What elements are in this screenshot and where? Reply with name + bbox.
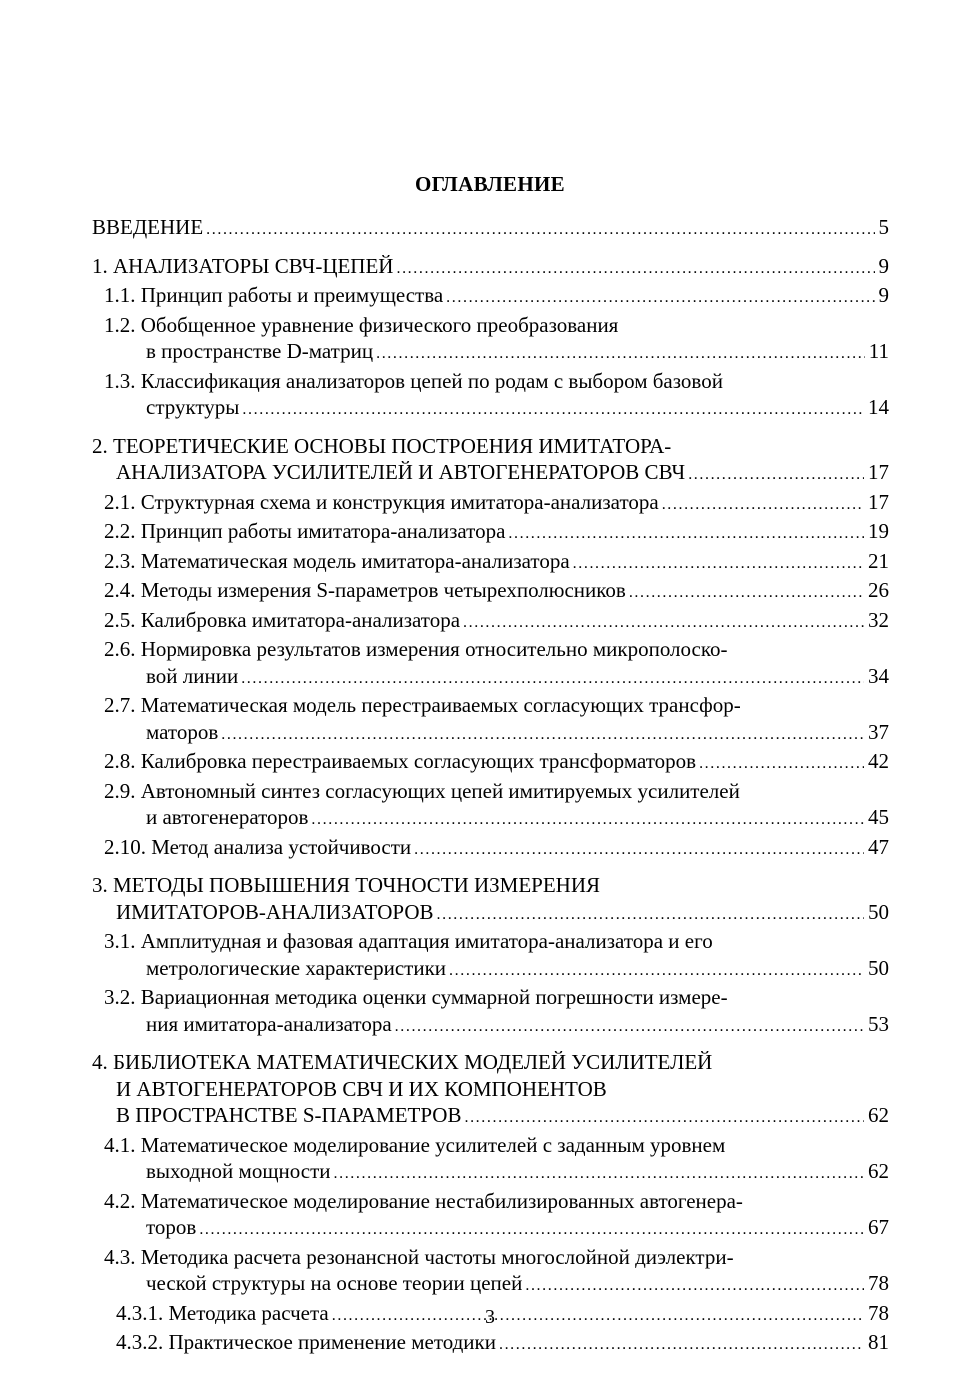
dot-leader <box>449 958 864 985</box>
toc-chapter-entry <box>92 1049 889 1132</box>
toc-page-number: 62 <box>868 1103 889 1127</box>
toc-entry-title: в пространстве D-матриц <box>146 339 374 363</box>
toc-entry-title: 4.3.1. Методика расчета <box>116 1300 329 1325</box>
toc-line <box>92 663 889 693</box>
toc-line <box>92 548 889 578</box>
toc-line <box>92 1011 889 1041</box>
toc-chapter-entry <box>92 433 889 489</box>
toc-line <box>92 489 889 519</box>
dot-leader <box>199 1217 864 1244</box>
toc-line <box>92 899 889 929</box>
toc-line <box>92 312 889 339</box>
dot-leader <box>395 1014 864 1041</box>
dot-leader <box>699 751 864 778</box>
toc-entry-title: 3.1. Амплитудная и фазовая адаптация имитатора-анализатора и его <box>104 929 713 953</box>
toc-section-entry <box>92 748 889 778</box>
toc-line <box>92 577 889 607</box>
toc-entry-title: ВВЕДЕНИЕ <box>92 215 204 239</box>
toc-section-entry <box>92 312 889 368</box>
toc-line <box>92 607 889 637</box>
toc-section-entry <box>92 834 889 864</box>
toc-section-entry <box>92 368 889 424</box>
toc-entry-title: 2.1. Структурная схема и конструкция имитатора-анализатора <box>104 489 659 514</box>
toc-page-number: 9 <box>878 253 889 278</box>
toc-entry-title: 2.10. Метод анализа устойчивости <box>104 834 412 859</box>
dot-leader <box>437 902 865 929</box>
toc-line <box>92 368 889 395</box>
dot-leader <box>508 521 864 548</box>
toc-page-number: 47 <box>868 834 889 859</box>
toc-line <box>92 518 889 548</box>
toc-entry-title: вой линии <box>146 663 239 688</box>
toc-page-number: 26 <box>868 578 889 602</box>
toc-entry-title: АНАЛИЗАТОРА УСИЛИТЕЛЕЙ И АВТОГЕНЕРАТОРОВ СВЧ <box>116 460 686 484</box>
page-number: 3 <box>485 1306 495 1328</box>
toc-line <box>92 748 889 778</box>
toc-line <box>92 804 889 834</box>
toc-entry-title: ния имитатора-анализатора <box>146 1011 392 1036</box>
toc-page-number: 45 <box>868 805 889 829</box>
toc-entry-title: 2.3. Математическая модель имитатора-анализатора <box>104 548 570 573</box>
toc-line <box>92 719 889 749</box>
toc-line <box>92 1214 889 1244</box>
dot-leader <box>525 1273 864 1300</box>
toc-entry-title: 4.3. Методика расчета резонансной частоты многослойной диэлектри- <box>104 1244 734 1269</box>
toc-section-entry <box>92 928 889 984</box>
toc-entry-title: И АВТОГЕНЕРАТОРОВ СВЧ И ИХ КОМПОНЕНТОВ <box>116 1076 607 1101</box>
toc-entry-title: 4.2. Математическое моделирование нестабилизированных автогенера- <box>104 1188 743 1213</box>
toc-section-entry <box>92 1329 889 1359</box>
toc-page-number: 53 <box>868 1011 889 1036</box>
toc-entry-title: 3. МЕТОДЫ ПОВЫШЕНИЯ ТОЧНОСТИ ИЗМЕРЕНИЯ <box>92 873 601 897</box>
dot-leader <box>242 397 864 424</box>
toc-entry-title: 1.1. Принцип работы и преимущества <box>104 283 444 307</box>
toc-line <box>92 214 889 244</box>
toc-page-number: 78 <box>868 1300 889 1325</box>
toc-section-entry <box>92 1188 889 1244</box>
toc-entry-title: 2.5. Калибровка имитатора-анализатора <box>104 607 461 632</box>
toc-page-number: 81 <box>868 1330 889 1354</box>
toc-line <box>92 1270 889 1300</box>
dot-leader <box>464 1105 864 1132</box>
toc-line <box>92 1049 889 1076</box>
toc-entry-title: 2.6. Нормировка результатов измерения относительно микрополоско- <box>104 637 728 661</box>
toc-page-number: 17 <box>868 489 889 514</box>
table-of-contents <box>92 214 889 1359</box>
toc-line <box>92 1329 889 1359</box>
toc-page-number: 37 <box>868 719 889 744</box>
toc-entry-title: 4.3.2. Практическое применение методики <box>116 1330 496 1354</box>
toc-section-entry <box>92 282 889 312</box>
toc-page-number: 78 <box>868 1271 889 1295</box>
toc-page-number: 5 <box>878 215 889 239</box>
toc-entry-title: 2.8. Калибровка перестраиваемых согласующих трансформаторов <box>104 749 697 773</box>
dot-leader <box>662 492 864 519</box>
toc-entry-title: 4. БИБЛИОТЕКА МАТЕМАТИЧЕСКИХ МОДЕЛЕЙ УСИЛИТЕЛЕЙ <box>92 1050 713 1074</box>
dot-leader <box>629 580 864 607</box>
toc-section-entry <box>92 489 889 519</box>
toc-page-number: 11 <box>868 339 889 363</box>
toc-entry-title: 4.1. Математическое моделирование усилителей с заданным уровнем <box>104 1132 726 1157</box>
toc-page-number: 67 <box>868 1215 889 1239</box>
toc-entry-title: структуры <box>146 395 240 419</box>
toc-section-entry <box>92 518 889 548</box>
toc-line <box>92 955 889 985</box>
toc-line <box>92 1132 889 1159</box>
toc-chapter-entry <box>92 253 889 283</box>
toc-line <box>92 1076 889 1103</box>
toc-page-number: 50 <box>868 955 889 980</box>
dot-leader <box>414 837 864 864</box>
toc-entry-title: 1.2. Обобщенное уравнение физического преобразования <box>104 312 619 337</box>
toc-line <box>92 338 889 368</box>
toc-line <box>92 282 889 312</box>
toc-entry-title: ческой структуры на основе теории цепей <box>146 1271 523 1295</box>
toc-line <box>92 1158 889 1188</box>
toc-chapter-entry <box>92 872 889 928</box>
dot-leader <box>334 1161 865 1188</box>
toc-line <box>92 459 889 489</box>
toc-line <box>92 394 889 424</box>
dot-leader <box>573 551 864 578</box>
toc-entry-title: 1.3. Классификация анализаторов цепей по родам с выбором базовой <box>104 368 723 393</box>
toc-section-entry <box>92 984 889 1040</box>
toc-line <box>92 636 889 663</box>
toc-section-entry <box>92 778 889 834</box>
toc-line <box>92 253 889 283</box>
toc-page-number: 19 <box>868 519 889 543</box>
dot-leader <box>311 807 864 834</box>
toc-section-entry <box>92 607 889 637</box>
toc-line <box>92 778 889 805</box>
toc-page-number: 62 <box>868 1159 889 1183</box>
toc-line <box>92 984 889 1011</box>
toc-section-entry <box>92 636 889 692</box>
toc-entry-title: метрологические характеристики <box>146 955 447 980</box>
page-title: ОГЛАВЛЕНИЕ <box>415 172 565 196</box>
dot-leader <box>206 217 874 244</box>
toc-entry-title: 2. ТЕОРЕТИЧЕСКИЕ ОСНОВЫ ПОСТРОЕНИЯ ИМИТАТОРА- <box>92 433 672 458</box>
toc-entry-title: В ПРОСТРАНСТВЕ S-ПАРАМЕТРОВ <box>116 1103 462 1127</box>
toc-section-entry <box>92 1132 889 1188</box>
toc-line <box>92 872 889 899</box>
dot-leader <box>241 666 864 693</box>
toc-line <box>92 1102 889 1132</box>
toc-entry-title: 3.2. Вариационная методика оценки суммарной погрешности измере- <box>104 985 728 1009</box>
toc-entry-title: торов <box>146 1215 197 1239</box>
toc-page-number: 21 <box>868 548 889 573</box>
toc-entry-title: 2.7. Математическая модель перестраиваемых согласующих трансфор- <box>104 693 741 717</box>
toc-page-number: 32 <box>868 607 889 632</box>
toc-page-number: 9 <box>878 283 889 307</box>
toc-chapter-entry <box>92 214 889 244</box>
toc-section-entry <box>92 692 889 748</box>
toc-entry-title: и автогенераторов <box>146 805 309 829</box>
toc-entry-title: маторов <box>146 719 219 744</box>
toc-entry-title: 2.9. Автономный синтез согласующих цепей имитируемых усилителей <box>104 778 740 803</box>
toc-line <box>92 1244 889 1271</box>
dot-leader <box>499 1332 864 1359</box>
toc-page-number: 42 <box>868 749 889 773</box>
toc-page-number: 50 <box>868 899 889 924</box>
toc-line <box>92 692 889 719</box>
dot-leader <box>376 341 865 368</box>
toc-page-number: 14 <box>868 395 889 419</box>
dot-leader <box>396 256 874 283</box>
toc-section-entry <box>92 577 889 607</box>
toc-line <box>92 433 889 460</box>
dot-leader <box>221 722 864 749</box>
toc-line <box>92 834 889 864</box>
dot-leader <box>446 285 874 312</box>
toc-section-entry <box>92 548 889 578</box>
toc-entry-title: ИМИТАТОРОВ-АНАЛИЗАТОРОВ <box>116 899 434 924</box>
toc-line <box>92 1188 889 1215</box>
toc-entry-title: выходной мощности <box>146 1159 331 1183</box>
dot-leader <box>463 610 864 637</box>
toc-entry-title: 2.2. Принцип работы имитатора-анализатора <box>104 519 506 543</box>
toc-page-number: 17 <box>868 460 889 484</box>
dot-leader <box>688 462 864 489</box>
toc-entry-title: 1. АНАЛИЗАТОРЫ СВЧ-ЦЕПЕЙ <box>92 253 394 278</box>
toc-line <box>92 928 889 955</box>
toc-entry-title: 2.4. Методы измерения S-параметров четырехполюсников <box>104 578 626 602</box>
toc-page-number: 34 <box>868 663 889 688</box>
toc-section-entry <box>92 1244 889 1300</box>
